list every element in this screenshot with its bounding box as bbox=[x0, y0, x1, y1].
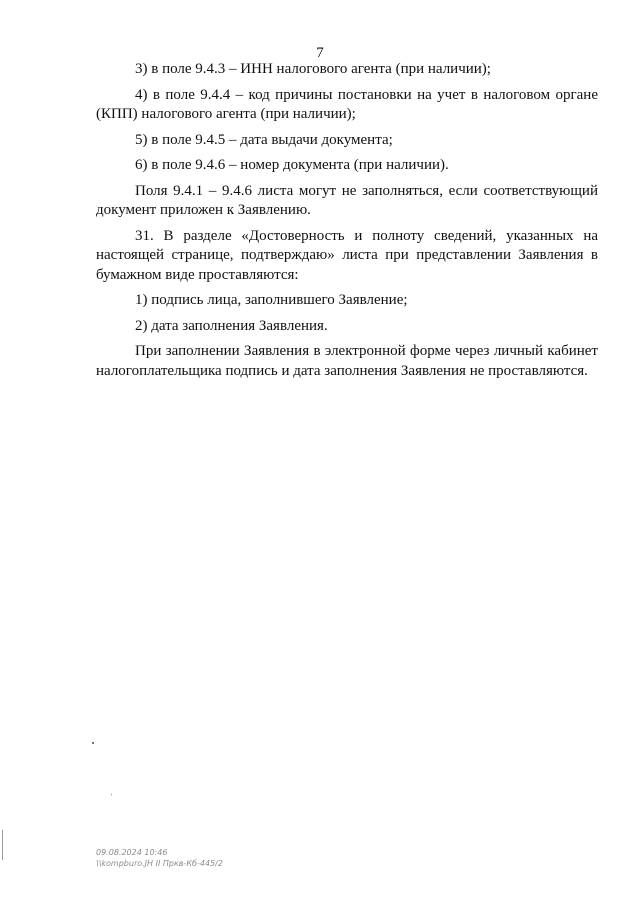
paragraph-fill-date: 2) дата заполнения Заявления. bbox=[135, 317, 328, 334]
paragraph-field-9-4-4: 4) в поле 9.4.4 – код причины постановки на учет в налоговом органе (КПП) налогового агента (при наличии); bbox=[96, 86, 598, 122]
paragraph-signature: 1) подпись лица, заполнившего Заявление; bbox=[135, 292, 408, 308]
document-body bbox=[96, 60, 598, 387]
footer-file-path: \\kompburo.JH II Пркв-Кб-445/2 bbox=[96, 859, 223, 868]
paragraph-field-9-4-5: 5) в поле 9.4.5 – дата выдачи документа; bbox=[135, 131, 393, 148]
paragraph-optional-fields: Поля 9.4.1 – 9.4.6 листа могут не заполняться, если соответствующий документ приложен к Заявлению. bbox=[96, 182, 598, 218]
footer-timestamp: 09.08.2024 10:46 bbox=[96, 848, 168, 857]
scan-speck bbox=[92, 742, 94, 744]
paragraph-field-9-4-6: 6) в поле 9.4.6 – номер документа (при наличии). bbox=[135, 157, 449, 173]
scan-speck bbox=[111, 793, 112, 796]
page-number: 7 bbox=[316, 45, 324, 61]
paragraph-electronic-form: При заполнении Заявления в электронной форме через личный кабинет налогоплательщика подпись и дата заполнения Заявления не проставляются. bbox=[96, 343, 598, 379]
scan-edge-mark bbox=[2, 830, 3, 860]
paragraph-section-31: 31. В разделе «Достоверность и полноту сведений, указанных на настоящей странице, подтверждаю» листа при представлении Заявления в бумажном виде проставляются: bbox=[96, 227, 598, 283]
footer-stamp bbox=[96, 847, 223, 869]
paragraph-field-9-4-3: 3) в поле 9.4.3 – ИНН налогового агента (при наличии); bbox=[135, 61, 491, 77]
